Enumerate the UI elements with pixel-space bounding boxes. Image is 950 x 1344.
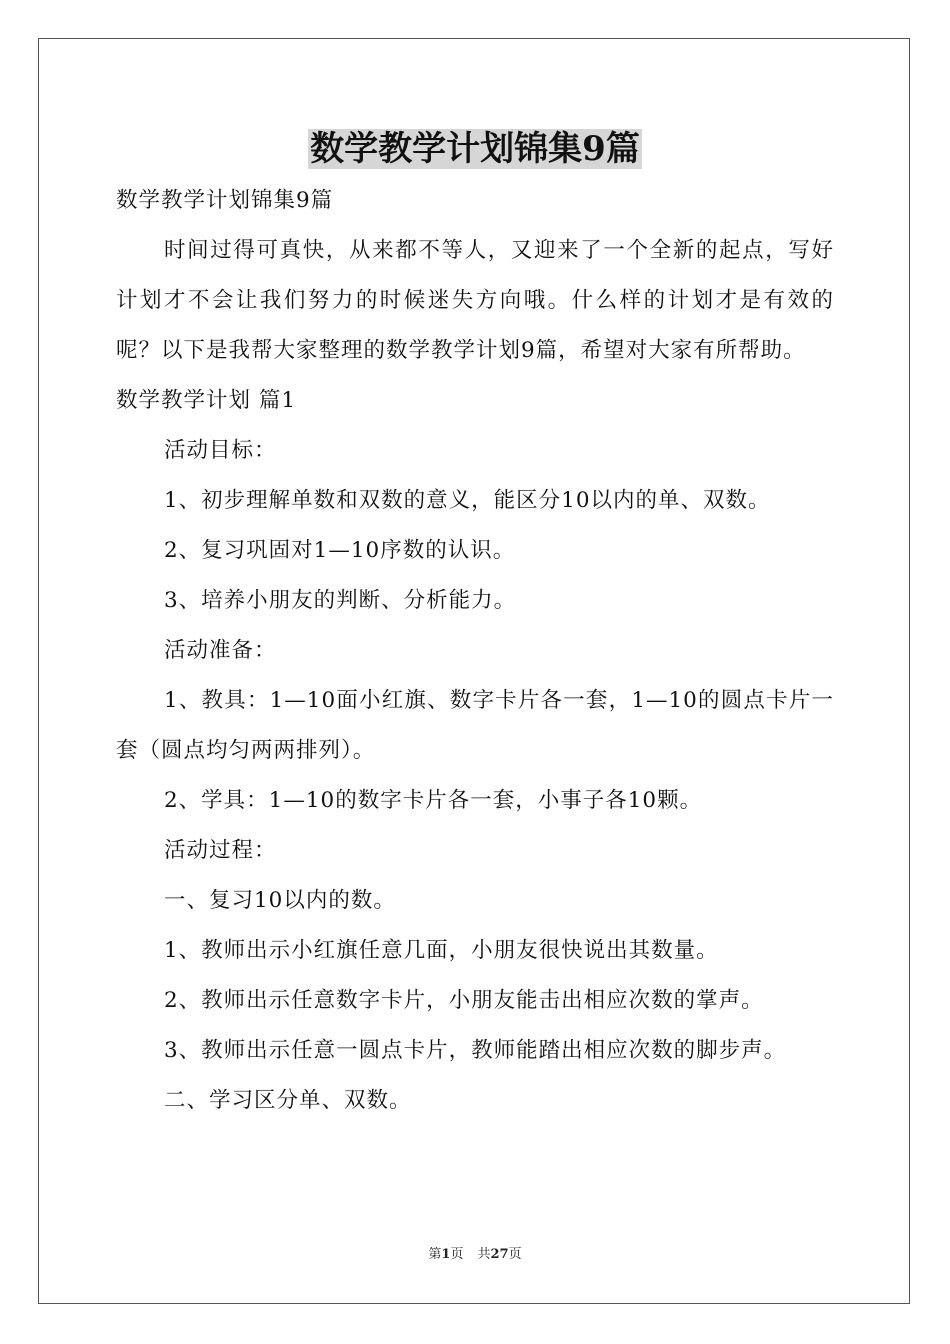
subtitle: 数学教学计划锦集9篇: [116, 188, 334, 213]
footer-total-suffix: 页: [508, 1247, 522, 1262]
title-text: 数学教学计划锦集9篇: [310, 129, 640, 169]
footer-page-prefix: 第: [428, 1247, 442, 1262]
paragraph-goal-2: 2、复习巩固对1—10序数的认识。: [164, 538, 516, 563]
document-body: [116, 176, 834, 1126]
document-title: [0, 127, 950, 171]
footer-page-suffix: 页: [450, 1247, 464, 1262]
paragraph-activity-goals: 活动目标：: [164, 438, 277, 463]
paragraph-goal-1: 1、初步理解单数和双数的意义，能区分10以内的单、双数。: [164, 488, 771, 513]
intro-paragraph: 时间过得可真快，从来都不等人，又迎来了一个全新的起点，写好计划才不会让我们努力的时候迷失方向哦。什么样的计划才是有效的呢？以下是我帮大家整理的数学教学计划9篇，希望对大家有所帮助。: [116, 238, 834, 363]
paragraph-prep-2: 2、学具：1—10的数字卡片各一套，小事子各10颗。: [164, 788, 703, 813]
paragraph-activity-process: 活动过程：: [164, 838, 277, 863]
footer-page-number: 1: [441, 1247, 451, 1262]
page-footer: [0, 1246, 950, 1264]
paragraph-step-1: 一、复习10以内的数。: [164, 888, 396, 913]
paragraph-goal-3: 3、培养小朋友的判断、分析能力。: [164, 588, 517, 613]
footer-total-pages: 27: [490, 1247, 509, 1262]
section-heading: 数学教学计划 篇1: [116, 388, 297, 413]
footer-total-prefix: 共: [477, 1247, 491, 1262]
paragraph-step-1-3: 3、教师出示任意一圆点卡片，教师能踏出相应次数的脚步声。: [164, 1038, 787, 1063]
paragraph-step-2: 二、学习区分单、双数。: [164, 1088, 412, 1113]
paragraph-prep-1: 1、教具：1—10面小红旗、数字卡片各一套，1—10的圆点卡片一套（圆点均匀两两排列）。: [116, 688, 834, 763]
paragraph-step-1-1: 1、教师出示小红旗任意几面，小朋友很快说出其数量。: [164, 938, 719, 963]
paragraph-step-1-2: 2、教师出示任意数字卡片，小朋友能击出相应次数的掌声。: [164, 988, 764, 1013]
paragraph-activity-prep: 活动准备：: [164, 638, 277, 663]
